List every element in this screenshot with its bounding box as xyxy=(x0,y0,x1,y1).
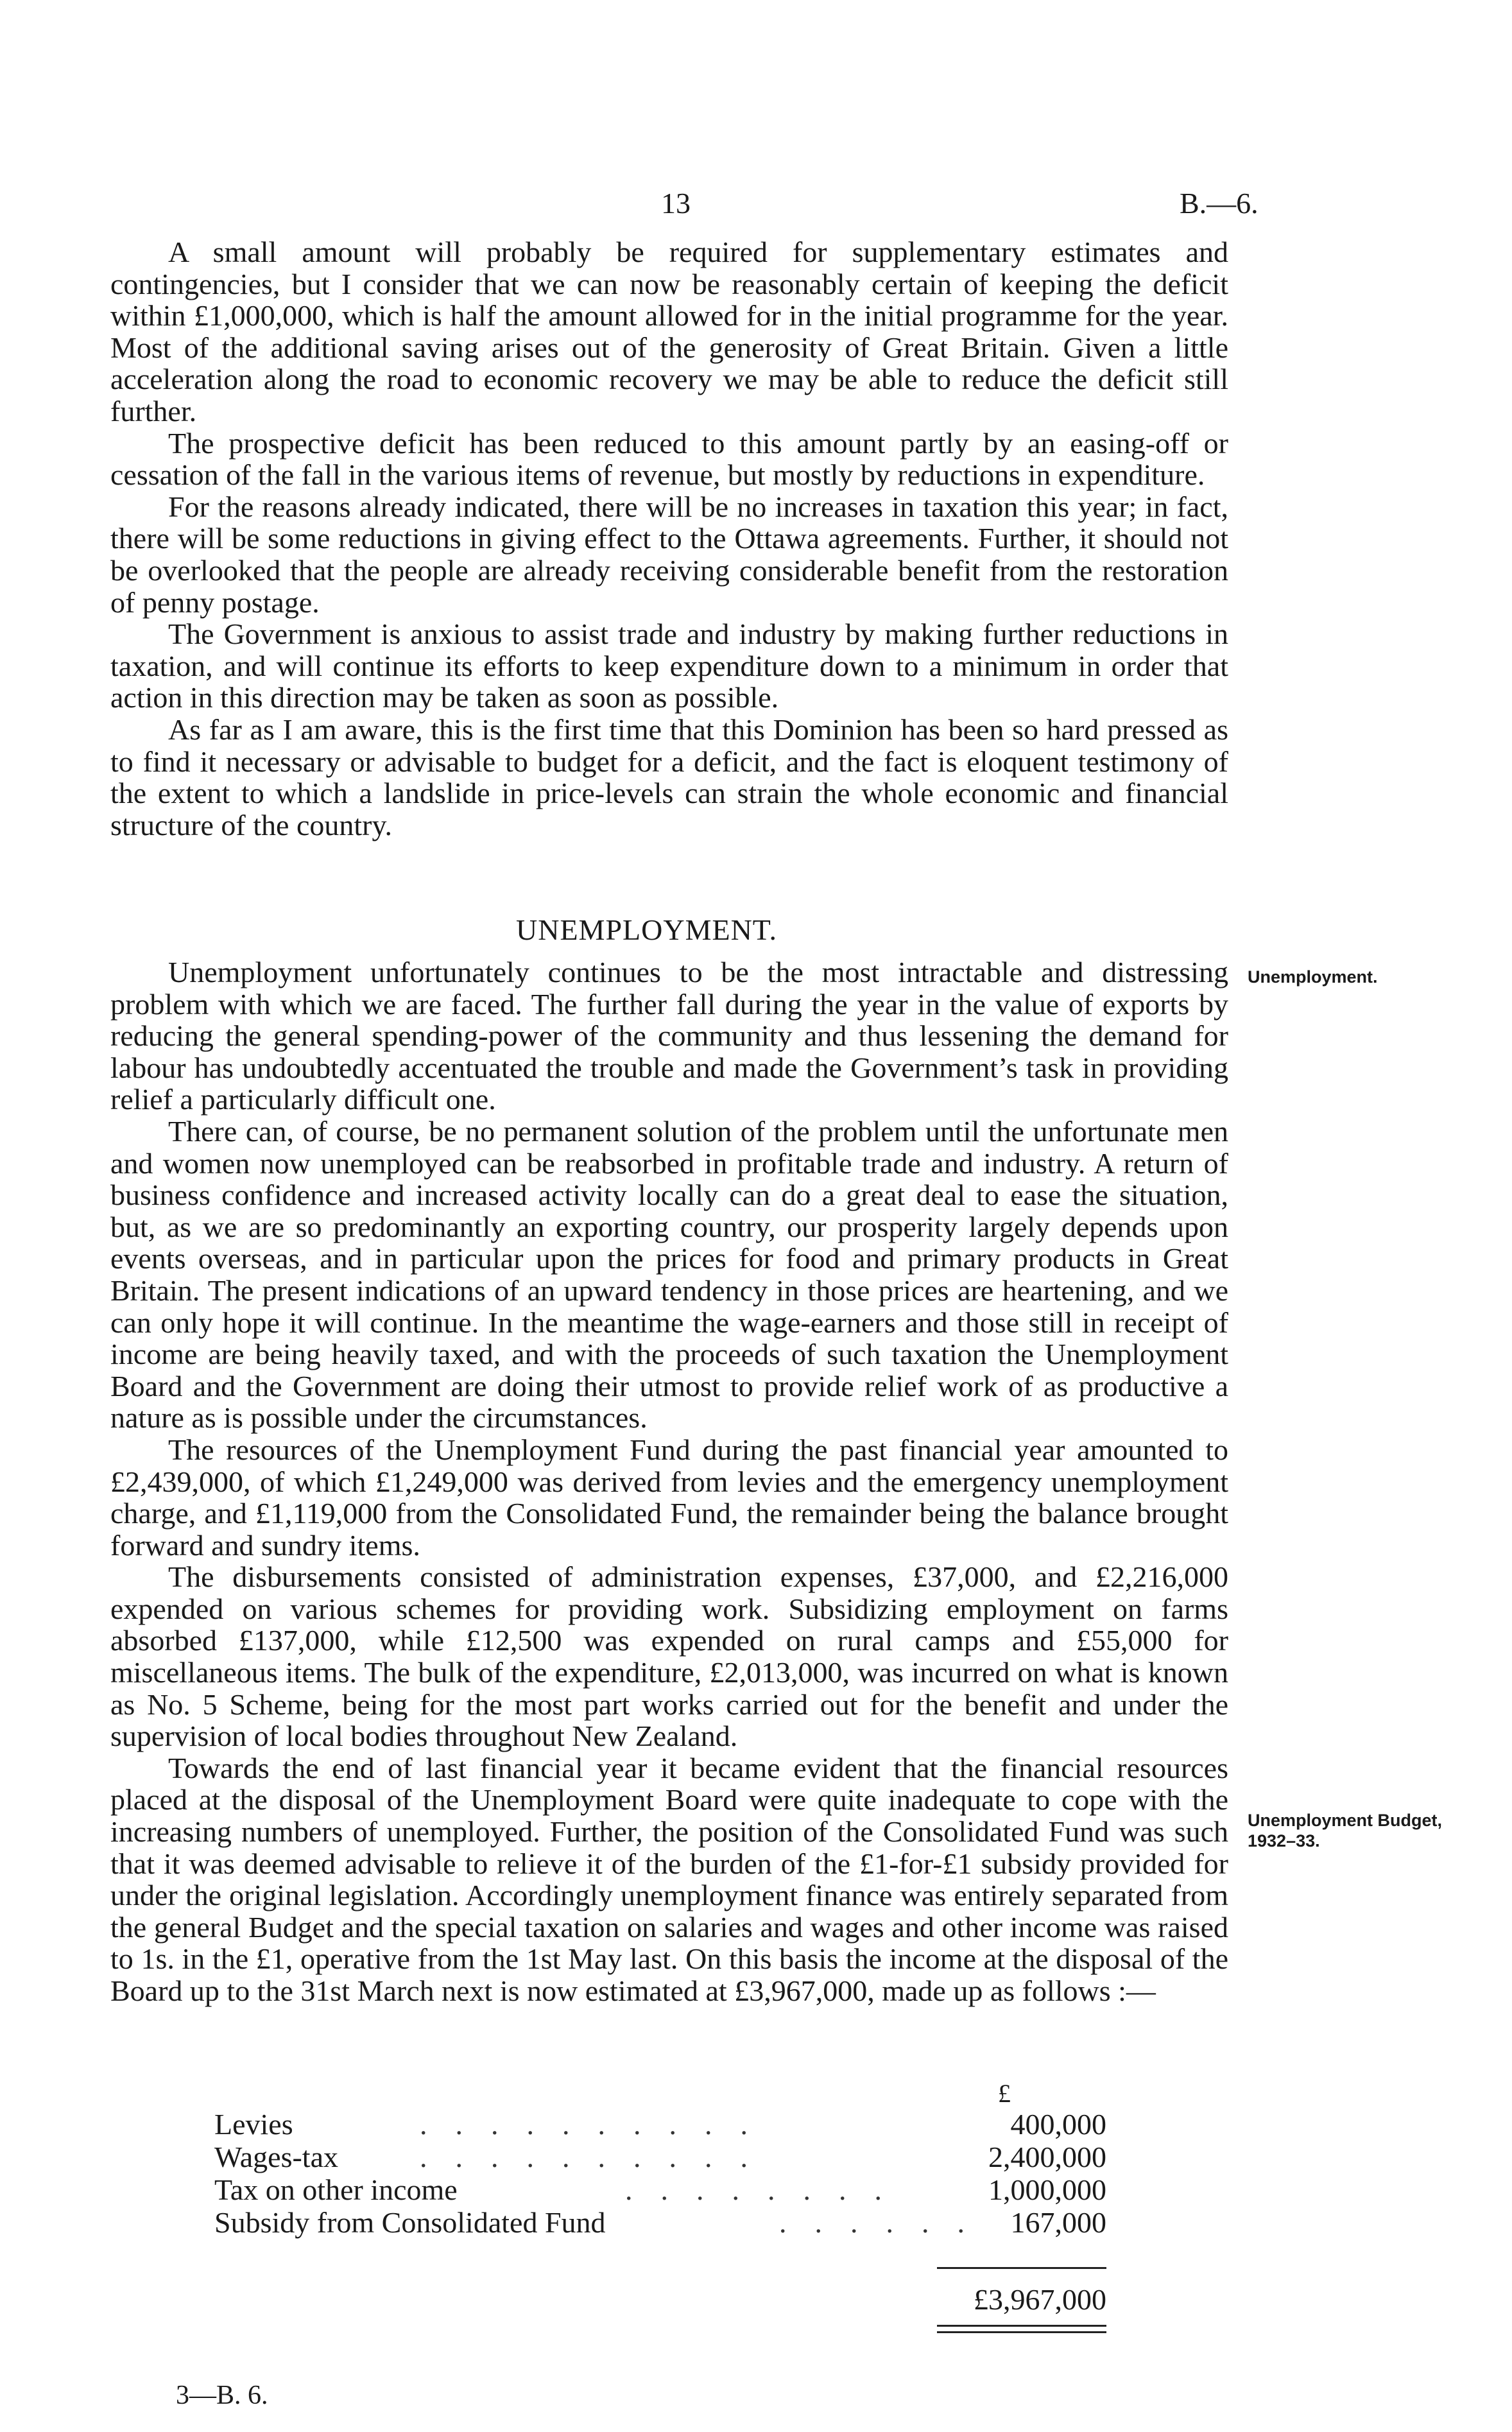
table-total: £3,967,000 xyxy=(974,2283,1106,2316)
row-label: Tax on other income xyxy=(214,2173,458,2206)
footer-signature: 3—B. 6. xyxy=(176,2381,268,2410)
table-row xyxy=(214,2206,1106,2239)
leader-dots: .......... xyxy=(420,2108,776,2141)
page-number: 13 xyxy=(661,187,691,220)
row-amount: 2,400,000 xyxy=(988,2141,1106,2173)
paragraph: There can, of course, be no permanent solution of the problem until the unfortunate men and women now unemployed can be reabsorbed in profitable trade and industry. A return of business confidence and increased activity locally can do a great deal to ease the situation, but, as we are so predominantly an exporting country, our prosperity largely depends upon events overseas, and in particular upon the prices for food and primary products in Great Britain. The present indications of an upward tendency in those prices are heartening, and we can only hope it will continue. In the meantime the wage-earners and those still in receipt of income are being heavily taxed, and with the proceeds of such taxation the Unemployment Board and the Government are doing their utmost to provide relief work of as productive a nature as is possible under the circumstances. xyxy=(110,1114,1228,1435)
row-amount: 167,000 xyxy=(1010,2206,1106,2239)
deficit-section xyxy=(110,236,1228,841)
paragraph: The prospective deficit has been reduced to this amount partly by an easing-off or cessation of the fall in the various items of revenue, but mostly by reductions in expenditure. xyxy=(110,426,1228,492)
leader-dots: .......... xyxy=(420,2141,776,2173)
paragraph: Unemployment unfortunately continues to be the most intractable and distressing problem with which we are faced. The further fall during the year in the value of exports by reducing the general spending-power of the community and thus lessening the demand for labour has undoubtedly accentuated the trouble and made the Government’s task in providing relief a particularly difficult one. xyxy=(110,956,1228,1116)
margin-note-unemployment: Unemployment. xyxy=(1248,967,1378,987)
currency-heading: £ xyxy=(998,2079,1011,2108)
section-heading: UNEMPLOYMENT. xyxy=(516,913,777,946)
row-amount: 1,000,000 xyxy=(988,2173,1106,2206)
total-rule xyxy=(937,2267,1106,2269)
total-double-rule-bottom xyxy=(937,2331,1106,2333)
row-label: Levies xyxy=(214,2108,293,2141)
table-row xyxy=(214,2173,1106,2206)
leader-dots: ........ xyxy=(625,2173,910,2206)
margin-note-budget: Unemployment Budget, 1932–33. xyxy=(1248,1811,1443,1850)
table-row xyxy=(214,2108,1106,2141)
paragraph: The disbursements consisted of administration expenses, £37,000, and £2,216,000 expended on various schemes for providing work. Subsidizing employment on farms absorbed £137,000, while £12,500 was expended on rural camps and £55,000 for miscellaneous items. The bulk of the expenditure, £2,013,000, was incurred on what is known as No. 5 Scheme, being for the most part works carried out for the benefit and under the supervision of local bodies throughout New Zealand. xyxy=(110,1560,1228,1753)
table-row xyxy=(214,2141,1106,2173)
income-table xyxy=(214,2108,1106,2239)
row-label: Subsidy from Consolidated Fund xyxy=(214,2206,606,2239)
paragraph: Towards the end of last financial year it became evident that the financial resources placed at the disposal of the Unemployment Board were quite inadequate to cope with the increasing numbers of unemployed. Further, the position of the Consolidated Fund was such that it was deemed advisable to relieve it of the burden of the £1-for-£1 subsidy provided for under the original legislation. Accordingly unemployment finance was entirely separated from the general Budget and the special taxation on salaries and wages and other income was raised to 1s. in the £1, operative from the 1st May last. On this basis the income at the disposal of the Board up to the 31st March next is now estimated at £3,967,000, made up as follows :— xyxy=(110,1751,1228,2007)
paragraph: The Government is anxious to assist trade and industry by making further reductions in taxation, and will continue its efforts to keep expenditure down to a minimum in order that action in this direction may be taken as soon as possible. xyxy=(110,617,1228,714)
unemployment-section xyxy=(110,956,1228,2007)
paragraph: For the reasons already indicated, there will be no increases in taxation this year; in fact, there will be some reductions in giving effect to the Ottawa agreements. Further, it should not be overlooked that the people are already receiving considerable benefit from the restoration of penny postage. xyxy=(110,490,1228,619)
paragraph: As far as I am aware, this is the first time that this Dominion has been so hard pressed as to find it necessary or advisable to budget for a deficit, and the fact is eloquent testimony of the extent to which a landslide in price-levels can strain the whole economic and financial structure of the country. xyxy=(110,712,1228,841)
paragraph: The resources of the Unemployment Fund during the past financial year amounted to £2,439,000, of which £1,249,000 was derived from levies and the emergency unemployment charge, and £1,119,000 from the Consolidated Fund, the remainder being the balance brought forward and sundry items. xyxy=(110,1433,1228,1562)
row-amount: 400,000 xyxy=(1010,2108,1106,2141)
total-double-rule-top xyxy=(937,2325,1106,2327)
document-reference: B.—6. xyxy=(1180,187,1259,220)
paragraph: A small amount will probably be required for supplementary estimates and contingencies, but I consider that we can now be reasonably certain of keeping the deficit within £1,000,000, which is half the amount allowed for in the initial programme for the year. Most of the additional saving arises out of the generosity of Great Britain. Given a little acceleration along the road to economic recovery we may be able to reduce the deficit still further. xyxy=(110,236,1228,427)
leader-dots: ...... xyxy=(779,2206,993,2239)
row-label: Wages-tax xyxy=(214,2141,338,2173)
